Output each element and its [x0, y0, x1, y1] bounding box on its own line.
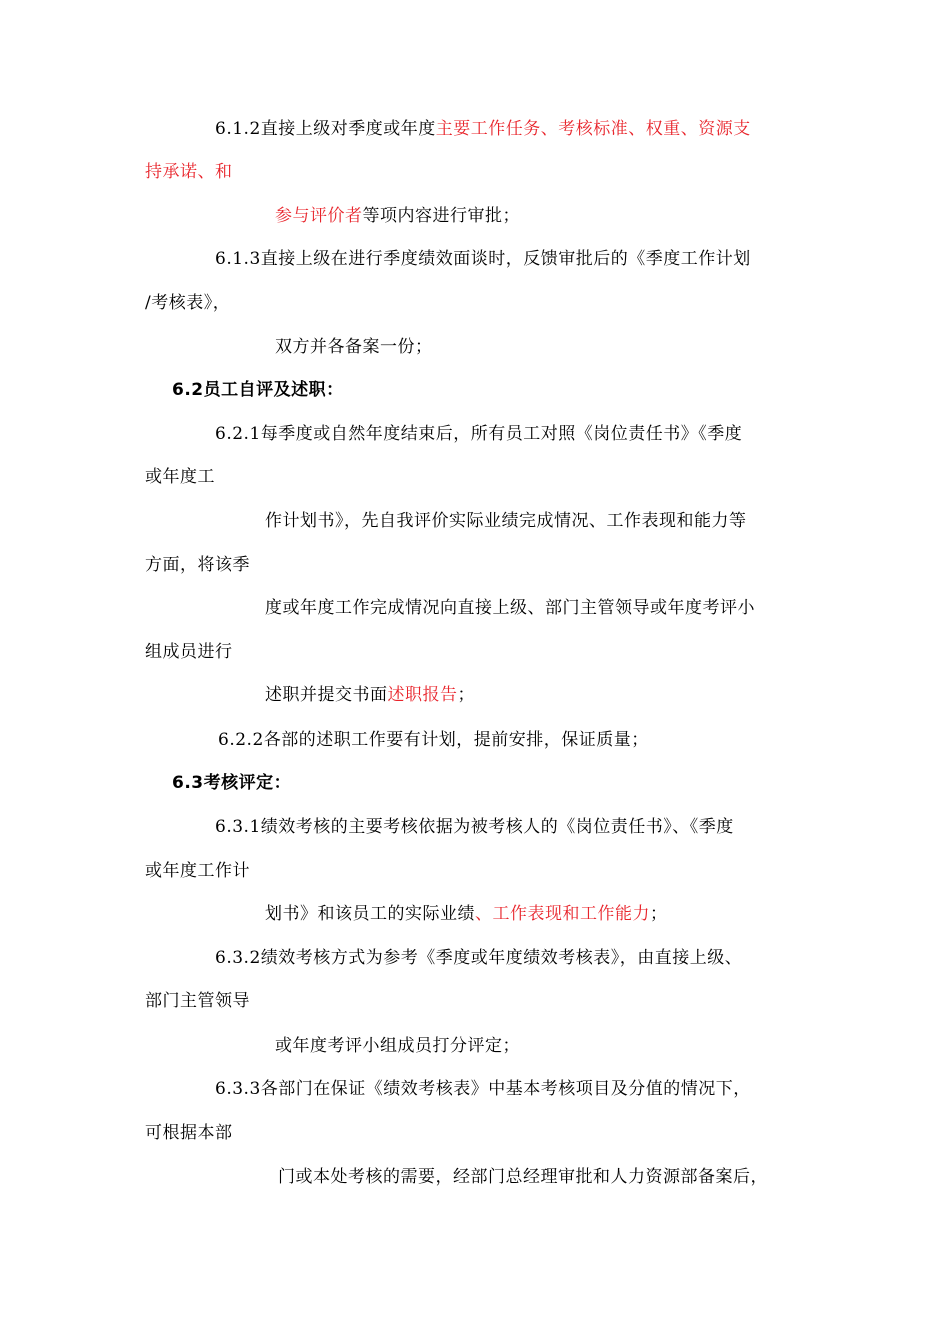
- paragraph-text: 方面，将该季: [145, 555, 250, 575]
- heading-text: 6.2员工自评及述职：: [172, 380, 344, 400]
- paragraph-6-1-2-line-1: [215, 118, 751, 140]
- highlighted-text: 主要工作任务、考核标准、权重、资源支: [435, 119, 751, 139]
- section-heading-6-2: [172, 379, 344, 401]
- paragraph-6-2-1-line-1: [215, 423, 742, 445]
- paragraph-6-2-2: [218, 729, 649, 751]
- paragraph-6-3-3-line-3: [278, 1166, 768, 1188]
- paragraph-6-2-1-line-4: [145, 554, 250, 576]
- paragraph-6-2-1-line-7: [265, 684, 475, 706]
- paragraph-text: ；: [650, 904, 668, 924]
- paragraph-6-1-3-line-2: [145, 292, 230, 314]
- paragraph-text: 部门主管领导: [145, 991, 250, 1011]
- paragraph-6-2-1-line-3: [265, 510, 747, 532]
- paragraph-6-3-2-line-3: [275, 1035, 520, 1057]
- paragraph-6-1-3-line-1: [215, 248, 751, 270]
- paragraph-text: 或年度工: [145, 467, 215, 487]
- paragraph-6-3-1-line-2: [145, 860, 250, 882]
- paragraph-text: 作计划书》，先自我评价实际业绩完成情况、工作表现和能力等: [265, 511, 747, 531]
- paragraph-6-3-2-line-1: [215, 947, 742, 969]
- paragraph-text: 述职并提交书面: [265, 685, 388, 705]
- paragraph-text: 6.2.2各部的述职工作要有计划，提前安排，保证质量；: [218, 730, 649, 750]
- paragraph-text: 双方并各备案一份；: [275, 337, 433, 357]
- paragraph-6-2-1-line-2: [145, 466, 215, 488]
- paragraph-text: /考核表》，: [145, 293, 231, 313]
- paragraph-text: 6.1.2直接上级对季度或年度: [215, 119, 436, 139]
- paragraph-text: 可根据本部: [145, 1123, 233, 1143]
- section-heading-6-3: [172, 772, 291, 794]
- paragraph-text: 或年度考评小组成员打分评定；: [275, 1036, 520, 1056]
- paragraph-text: 等项内容进行审批；: [362, 206, 520, 226]
- paragraph-text: 6.3.3各部门在保证《绩效考核表》中基本考核项目及分值的情况下，: [215, 1079, 751, 1099]
- paragraph-text: 6.3.1绩效考核的主要考核依据为被考核人的《岗位责任书》、《季度: [215, 817, 734, 837]
- paragraph-text: 门或本处考核的需要，经部门总经理审批和人力资源部备案后，: [278, 1167, 768, 1187]
- paragraph-6-1-2-line-2: [145, 161, 233, 183]
- highlighted-text: 参与评价者: [275, 206, 363, 226]
- paragraph-text: 度或年度工作完成情况向直接上级、部门主管领导或年度考评小: [265, 598, 755, 618]
- paragraph-text: ；: [457, 685, 475, 705]
- paragraph-6-3-3-line-1: [215, 1078, 751, 1100]
- highlighted-text: 、工作表现和工作能力: [475, 904, 650, 924]
- paragraph-text: 6.2.1每季度或自然年度结束后，所有员工对照《岗位责任书》《季度: [215, 424, 743, 444]
- paragraph-text: 或年度工作计: [145, 861, 250, 881]
- highlighted-text: 述职报告: [387, 685, 458, 705]
- highlighted-text: 持承诺、和: [145, 162, 233, 182]
- paragraph-6-3-3-line-2: [145, 1122, 233, 1144]
- paragraph-text: 6.3.2绩效考核方式为参考《季度或年度绩效考核表》，由直接上级、: [215, 948, 743, 968]
- heading-text: 6.3考核评定：: [172, 773, 292, 793]
- paragraph-6-1-3-line-3: [275, 336, 433, 358]
- paragraph-6-3-1-line-1: [215, 816, 734, 838]
- paragraph-text: 划书》和该员工的实际业绩: [265, 904, 475, 924]
- paragraph-6-3-1-line-3: [265, 903, 668, 925]
- paragraph-6-1-2-line-3: [275, 205, 520, 227]
- paragraph-text: 6.1.3直接上级在进行季度绩效面谈时，反馈审批后的《季度工作计划: [215, 249, 751, 269]
- paragraph-6-3-2-line-2: [145, 990, 250, 1012]
- paragraph-6-2-1-line-6: [145, 641, 233, 663]
- paragraph-6-2-1-line-5: [265, 597, 755, 619]
- paragraph-text: 组成员进行: [145, 642, 233, 662]
